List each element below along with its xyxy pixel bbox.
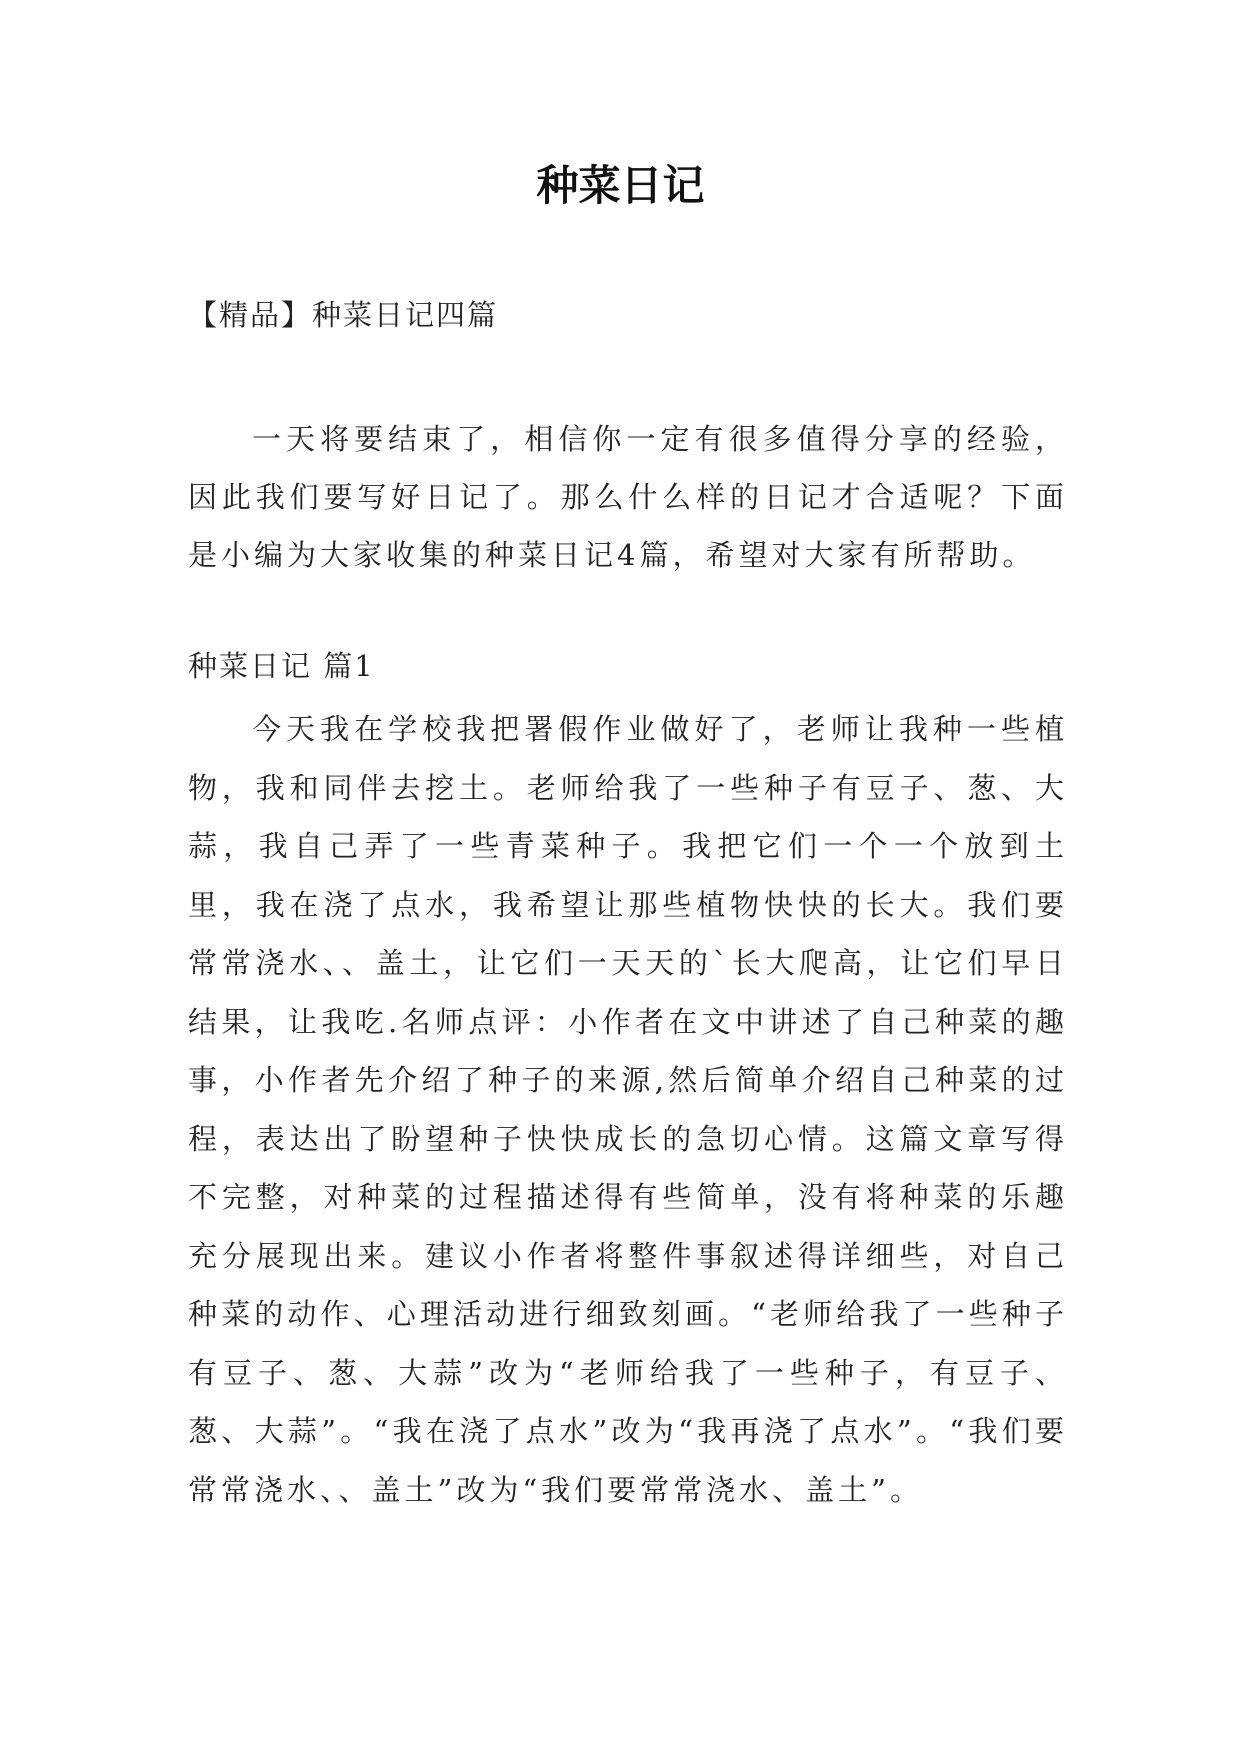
- document-title: 种菜日记: [536, 161, 705, 210]
- document-subtitle: 【精品】种菜日记四篇: [188, 298, 499, 332]
- section-heading: 种菜日记 篇1: [188, 649, 375, 683]
- intro-paragraph: 一天将要结束了，相信你一定有很多值得分享的经验，因此我们要写好日记了。那么什么样的日记才合适呢？下面是小编为大家收集的种菜日记4篇，希望对大家有所帮助。: [188, 422, 1068, 572]
- section-body: 今天我在学校我把署假作业做好了，老师让我种一些植物，我和同伴去挖土。老师给我了一些种子有豆子、葱、大蒜，我自己弄了一些青菜种子。我把它们一个一个放到土里，我在浇了点水，我希望让那些植物快快的长大。我们要常常浇水、、盖土，让它们一天天的`长大爬高，让它们早日结果，让我吃.名师点评：小作者在文中讲述了自己种菜的趣事，小作者先介绍了种子的来源,然后简单介绍自己种菜的过程，表达出了盼望种子快快成长的急切心情。这篇文章写得不完整，对种菜的过程描述得有些简单，没有将种菜的乐趣充分展现出来。建议小作者将整件事叙述得详细些，对自己种菜的动作、心理活动进行细致刻画。“老师给我了一些种子有豆子、葱、大蒜”改为“老师给我了一些种子，有豆子、葱、大蒜”。“我在浇了点水”改为“我再浇了点水”。“我们要常常浇水、、盖土”改为“我们要常常浇水、盖土”。: [188, 712, 1068, 1507]
